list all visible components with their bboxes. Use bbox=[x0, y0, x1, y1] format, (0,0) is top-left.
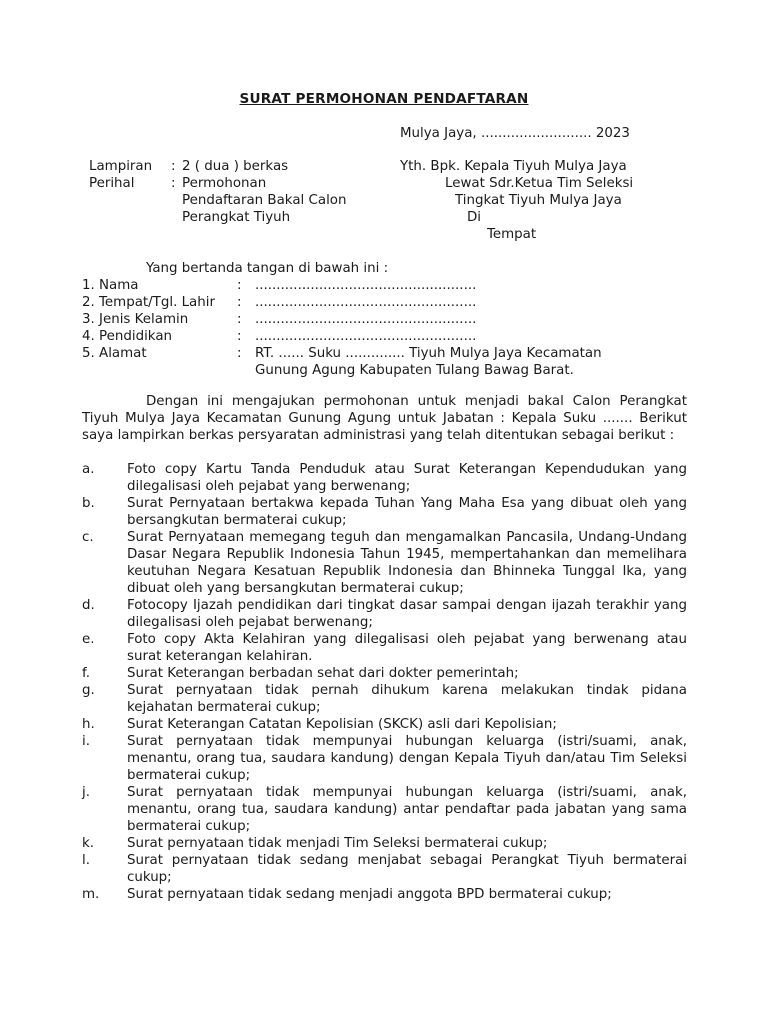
list-letter: j. bbox=[82, 785, 90, 800]
list-text: Surat Keterangan berbadan sehat dari dokter pemerintah; bbox=[127, 666, 519, 681]
field-value: .................................................... bbox=[255, 329, 477, 344]
field-value: .................................................... bbox=[255, 295, 477, 310]
list-letter: g. bbox=[82, 683, 95, 698]
recipient-line: Tingkat Tiyuh Mulya Jaya bbox=[455, 193, 622, 208]
lampiran-label: Lampiran bbox=[89, 159, 153, 174]
body-paragraph: Dengan ini mengajukan permohonan untuk menjadi bakal Calon Perangkat Tiyuh Mulya Jaya Kecamatan Gunung Agung untuk Jabatan : Kepala Suku ....... Berikut saya lampirkan berkas persyaratan administrasi yang telah ditentukan sebagai berikut : bbox=[82, 394, 687, 443]
list-item bbox=[82, 665, 687, 682]
perihal-label: Perihal bbox=[89, 176, 135, 191]
list-text: Surat pernyataan tidak pernah dihukum karena melakukan tindak pidana kejahatan bermaterai cukup; bbox=[127, 683, 687, 715]
list-letter: b. bbox=[82, 496, 95, 511]
requirements-list bbox=[82, 461, 687, 903]
list-item bbox=[82, 461, 687, 495]
field-colon: : bbox=[237, 312, 242, 327]
perihal-line: Pendaftaran Bakal Calon bbox=[182, 193, 347, 208]
list-letter: d. bbox=[82, 598, 95, 613]
list-letter: f. bbox=[82, 666, 90, 681]
list-item bbox=[82, 495, 687, 529]
list-item bbox=[82, 529, 687, 597]
perihal-line: Permohonan bbox=[182, 176, 267, 191]
lampiran-colon: : bbox=[171, 159, 176, 174]
lampiran-value: 2 ( dua ) berkas bbox=[182, 159, 289, 174]
list-letter: l. bbox=[82, 853, 90, 868]
field-label: 4. Pendidikan bbox=[82, 329, 173, 344]
list-text: Surat pernyataan tidak menjadi Tim Seleksi bermaterai cukup; bbox=[127, 836, 548, 851]
recipient-line: Tempat bbox=[487, 227, 537, 242]
field-label: 5. Alamat bbox=[82, 346, 147, 361]
list-letter: i. bbox=[82, 734, 90, 749]
list-item bbox=[82, 631, 687, 665]
letter-title: SURAT PERMOHONAN PENDAFTARAN bbox=[239, 91, 529, 107]
list-item bbox=[82, 716, 687, 733]
field-colon: : bbox=[237, 346, 242, 361]
list-text: Surat pernyataan tidak mempunyai hubungan keluarga (istri/suami, anak, menantu, orang tua, saudara kandung) antar pendaftar pada jabatan yang sama bermaterai cukup; bbox=[127, 785, 687, 834]
perihal-line: Perangkat Tiyuh bbox=[182, 210, 291, 225]
field-colon: : bbox=[237, 278, 242, 293]
field-value: .................................................... bbox=[255, 312, 477, 327]
field-value-continued: Gunung Agung Kabupaten Tulang Bawag Barat. bbox=[255, 363, 574, 378]
list-item bbox=[82, 597, 687, 631]
list-text: Surat pernyataan tidak mempunyai hubungan keluarga (istri/suami, anak, menantu, orang tua, saudara kandung) dengan Kepala Tiyuh dan/atau Tim Seleksi bermaterai cukup; bbox=[127, 734, 687, 783]
field-colon: : bbox=[237, 329, 242, 344]
field-label: 1. Nama bbox=[82, 278, 139, 293]
list-text: Foto copy Akta Kelahiran yang dilegalisasi oleh pejabat yang berwenang atau surat keterangan kelahiran. bbox=[127, 632, 687, 664]
list-letter: m. bbox=[82, 887, 100, 902]
list-letter: c. bbox=[82, 530, 94, 545]
field-label: 2. Tempat/Tgl. Lahir bbox=[82, 295, 215, 310]
field-value: RT. ...... Suku .............. Tiyuh Mulya Jaya Kecamatan bbox=[255, 346, 602, 361]
recipient-line: Lewat Sdr.Ketua Tim Seleksi bbox=[445, 176, 634, 191]
intro-text: Yang bertanda tangan di bawah ini : bbox=[146, 261, 389, 276]
list-text: Surat pernyataan tidak sedang menjabat sebagai Perangkat Tiyuh bermaterai cukup; bbox=[127, 853, 687, 885]
list-item bbox=[82, 784, 687, 835]
list-item bbox=[82, 886, 687, 903]
recipient-line: Yth. Bpk. Kepala Tiyuh Mulya Jaya bbox=[400, 159, 627, 174]
list-letter: a. bbox=[82, 462, 95, 477]
list-text: Surat Keterangan Catatan Kepolisian (SKCK) asli dari Kepolisian; bbox=[127, 717, 557, 732]
field-colon: : bbox=[237, 295, 242, 310]
list-text: Fotocopy Ijazah pendidikan dari tingkat dasar sampai dengan ijazah terakhir yang dilegalisasi oleh pejabat berwenang; bbox=[127, 598, 687, 630]
list-text: Surat Pernyataan memegang teguh dan mengamalkan Pancasila, Undang-Undang Dasar Negara Republik Indonesia Tahun 1945, mempertahankan dan memelihara keutuhan Negara Kesatuan Republik Indonesia dan Bhinneka Tunggal Ika, yang dibuat oleh yang bersangkutan bermaterai cukup; bbox=[127, 530, 687, 596]
field-value: .................................................... bbox=[255, 278, 477, 293]
list-letter: k. bbox=[82, 836, 95, 851]
list-text: Surat pernyataan tidak sedang menjadi anggota BPD bermaterai cukup; bbox=[127, 887, 612, 902]
list-text: Foto copy Kartu Tanda Penduduk atau Surat Keterangan Kependudukan yang dilegalisasi oleh pejabat yang berwenang; bbox=[127, 462, 687, 494]
list-text: Surat Pernyataan bertakwa kepada Tuhan Yang Maha Esa yang dibuat oleh yang bersangkutan bermaterai cukup; bbox=[127, 496, 687, 528]
place-date: Mulya Jaya, .......................... 2023 bbox=[400, 126, 630, 141]
perihal-colon: : bbox=[171, 176, 176, 191]
list-letter: e. bbox=[82, 632, 95, 647]
list-letter: h. bbox=[82, 717, 95, 732]
list-item bbox=[82, 835, 687, 852]
list-item bbox=[82, 852, 687, 886]
field-label: 3. Jenis Kelamin bbox=[82, 312, 189, 327]
list-item bbox=[82, 682, 687, 716]
recipient-line: Di bbox=[467, 210, 482, 225]
list-item bbox=[82, 733, 687, 784]
